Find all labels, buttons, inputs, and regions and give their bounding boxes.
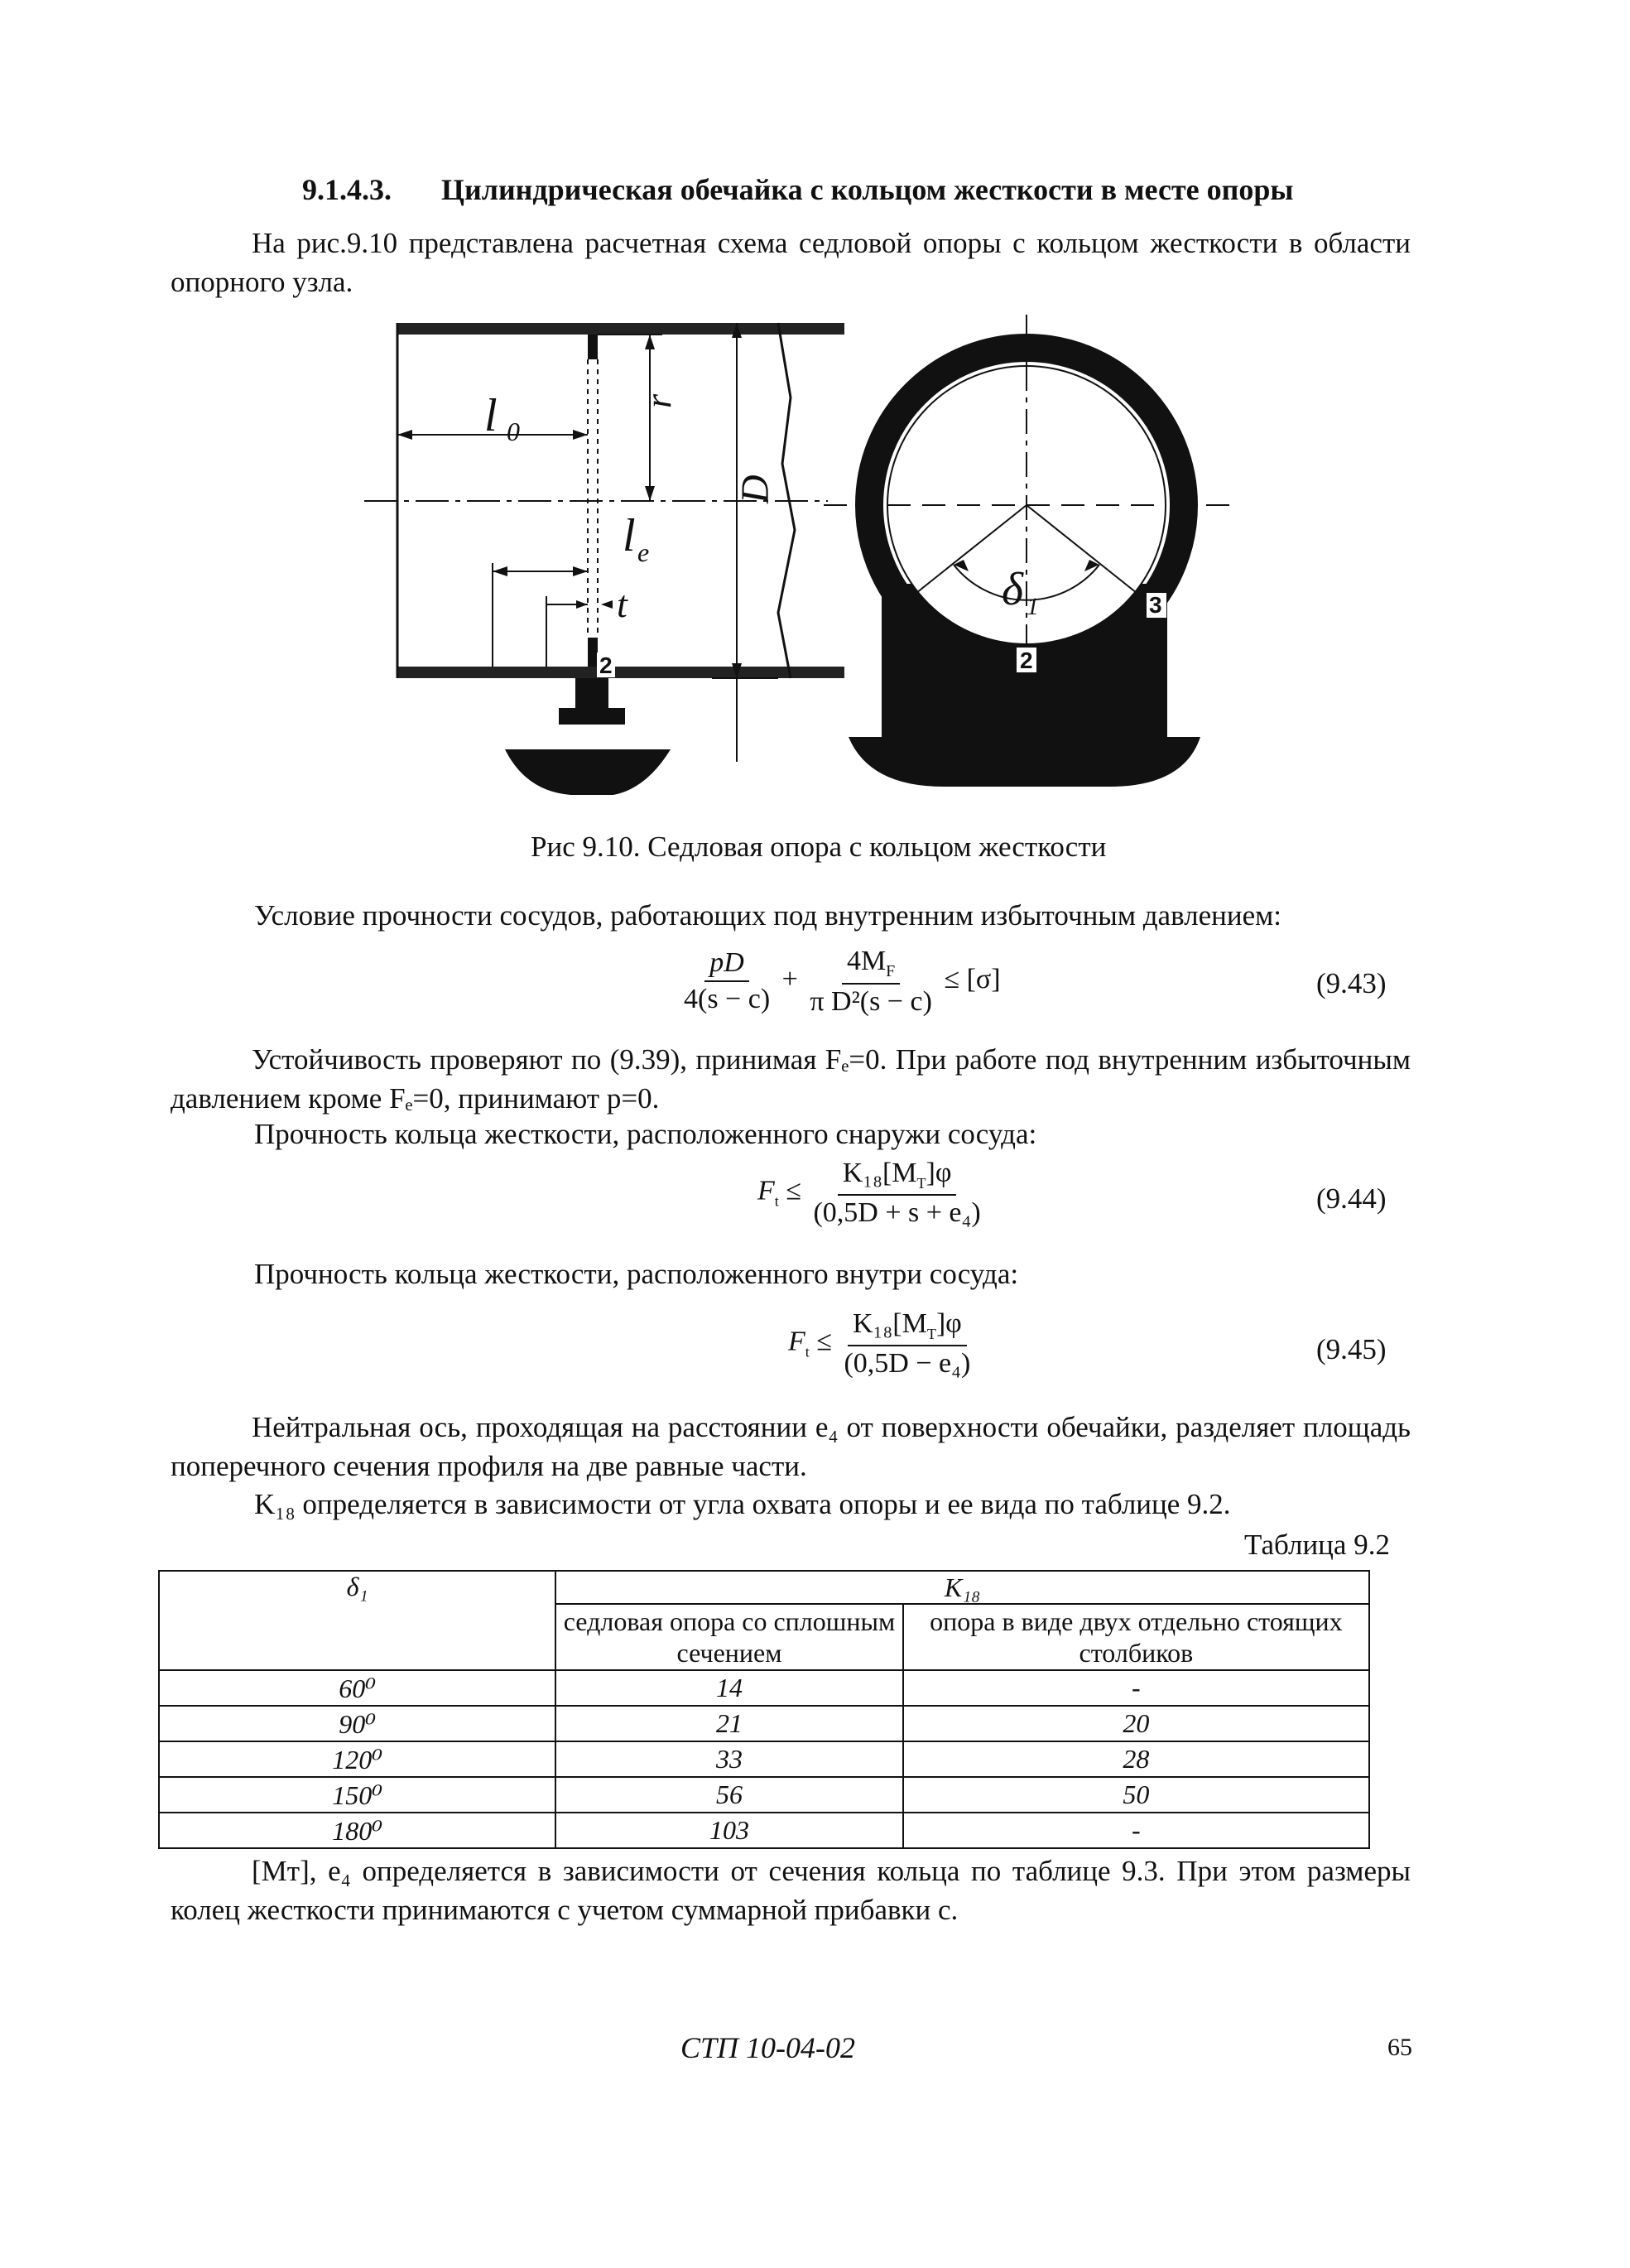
table-header-k18: K₁₈ [555,1571,1369,1604]
equation-number-9-43: (9.43) [1316,967,1387,999]
label-le: l [623,510,636,561]
eq945-den: (0,5D − e₄) [844,1347,971,1379]
table-cell-angle: 90⁰ [159,1706,555,1741]
table-cell-solid: 56 [555,1777,903,1813]
table-subheader-columns: опора в виде двух отдельно стоящих столбиков [903,1604,1369,1670]
table-cell-angle: 120⁰ [159,1741,555,1777]
footer-document-code: СТП 10-04-02 [680,2031,856,2064]
table-row [159,1670,1369,1706]
page-number: 65 [1387,2034,1412,2061]
k18-text: K₁₈ определяется в зависимости от угла охвата опоры и ее вида по таблице 9.2. [254,1488,1231,1520]
strength-condition-text: Условие прочности сосудов, работающих под внутренним избыточным давлением: [254,899,1281,932]
eq945-lhs: F [788,1326,805,1357]
label-t: t [617,583,627,625]
table-cell-columns: 20 [903,1706,1369,1741]
eq944-le: ≤ [786,1175,801,1206]
table-cell-solid: 14 [555,1670,903,1706]
label-l0-sub: 0 [507,417,520,446]
equation-9-44 [757,1158,986,1229]
label-3: 3 [1149,592,1162,618]
label-2-left: 2 [599,652,613,678]
label-delta: δ [1002,564,1024,615]
eq945-num-sub: T [926,1325,936,1342]
label-l0: l [484,390,498,441]
table-cell-solid: 103 [555,1813,903,1848]
eq944-den: (0,5D + s + e₄) [813,1197,981,1228]
table-cell-columns: - [903,1670,1369,1706]
table-subheader-solid: седловая опора со сплошным сечением [555,1604,903,1670]
figure-caption: Рис 9.10. Седловая опора с кольцом жесткости [531,831,1107,863]
intro-paragraph: На рис.9.10 представлена расчетная схема седловой опоры с кольцом жесткости в области опорного узла. [171,227,1411,298]
label-r: r [638,393,679,408]
table-cell-columns: 28 [903,1741,1369,1777]
table-cell-solid: 21 [555,1706,903,1741]
stability-paragraph: Устойчивость проверяют по (9.39), принимая Fₑ=0. При работе под внутренним избыточным давлением кроме Fₑ=0, принимают p=0. [171,1043,1411,1115]
ring-inside-text: Прочность кольца жесткости, расположенного внутри сосуда: [254,1258,1019,1290]
table-label: Таблица 9.2 [1244,1529,1390,1561]
eq945-le: ≤ [816,1326,832,1357]
eq944-num-sub: T [916,1174,926,1192]
eq945-num: K₁₈[M [852,1308,927,1339]
shell-end-view [824,315,1229,787]
shell-side-view [364,323,844,795]
eq943-num1: pD [709,947,744,979]
equation-number-9-44: (9.44) [1316,1182,1387,1215]
table-row [159,1813,1369,1848]
eq943-den2: π D²(s − c) [810,985,932,1017]
table-header-delta: δ₁ [159,1571,555,1670]
final-paragraph: [Mᴛ], e₄ определяется в зависимости от сечения кольца по таблице 9.3. При этом размеры колец жесткости принимаются с учетом суммарной прибавки c. [171,1855,1411,1926]
eq944-num: K₁₈[M [842,1158,917,1188]
shell-bottom-wall [397,667,844,678]
label-le-sub: e [637,537,650,567]
k18-table [158,1570,1370,1849]
equation-9-45 [788,1308,975,1380]
table-cell-angle: 180⁰ [159,1813,555,1848]
table-cell-angle: 60⁰ [159,1670,555,1706]
eq945-lhs-sub: t [805,1343,810,1360]
eq943-num2: 4M [846,946,887,976]
saddle-side [505,749,671,795]
label-2-right: 2 [1020,648,1033,673]
eq944-lhs: F [757,1175,775,1206]
equation-number-9-45: (9.45) [1316,1333,1387,1365]
saddle-support-figure [364,298,1291,795]
ring-outside-text: Прочность кольца жесткости, расположенного снаружи сосуда: [254,1118,1037,1150]
eq943-den1: 4(s − c) [684,984,771,1015]
label-delta-sub: 1 [1027,593,1039,620]
table-cell-solid: 33 [555,1741,903,1777]
table-row [159,1706,1369,1741]
neutral-axis-paragraph: Нейтральная ось, проходящая на расстоянии e₄ от поверхности обечайки, разделяет площадь поперечного сечения профиля на две равные части. [171,1411,1411,1482]
table-cell-columns: 50 [903,1777,1369,1813]
eq944-lhs-sub: t [774,1192,779,1210]
eq944-num-end: ]φ [926,1158,952,1188]
section-number: 9.1.4.3. [302,173,392,206]
eq945-num-end: ]φ [935,1308,962,1339]
eq943-rhs: ≤ [σ] [944,964,1001,995]
table-cell-columns: - [903,1813,1369,1848]
section-title: Цилиндрическая обечайка с кольцом жесткости в месте опоры [441,173,1294,206]
section-heading [302,172,1293,207]
label-D: D [733,474,777,503]
eq943-num2-sub: F [886,961,896,980]
table-cell-angle: 150⁰ [159,1777,555,1813]
equation-9-43: $\frac{pD}{4(s - c)}$ + $\frac{4M_F}{\text{π D²(s − c)}}$ ≤ [σ] [679,946,1001,1018]
table-row [159,1741,1369,1777]
table-row [159,1777,1369,1813]
